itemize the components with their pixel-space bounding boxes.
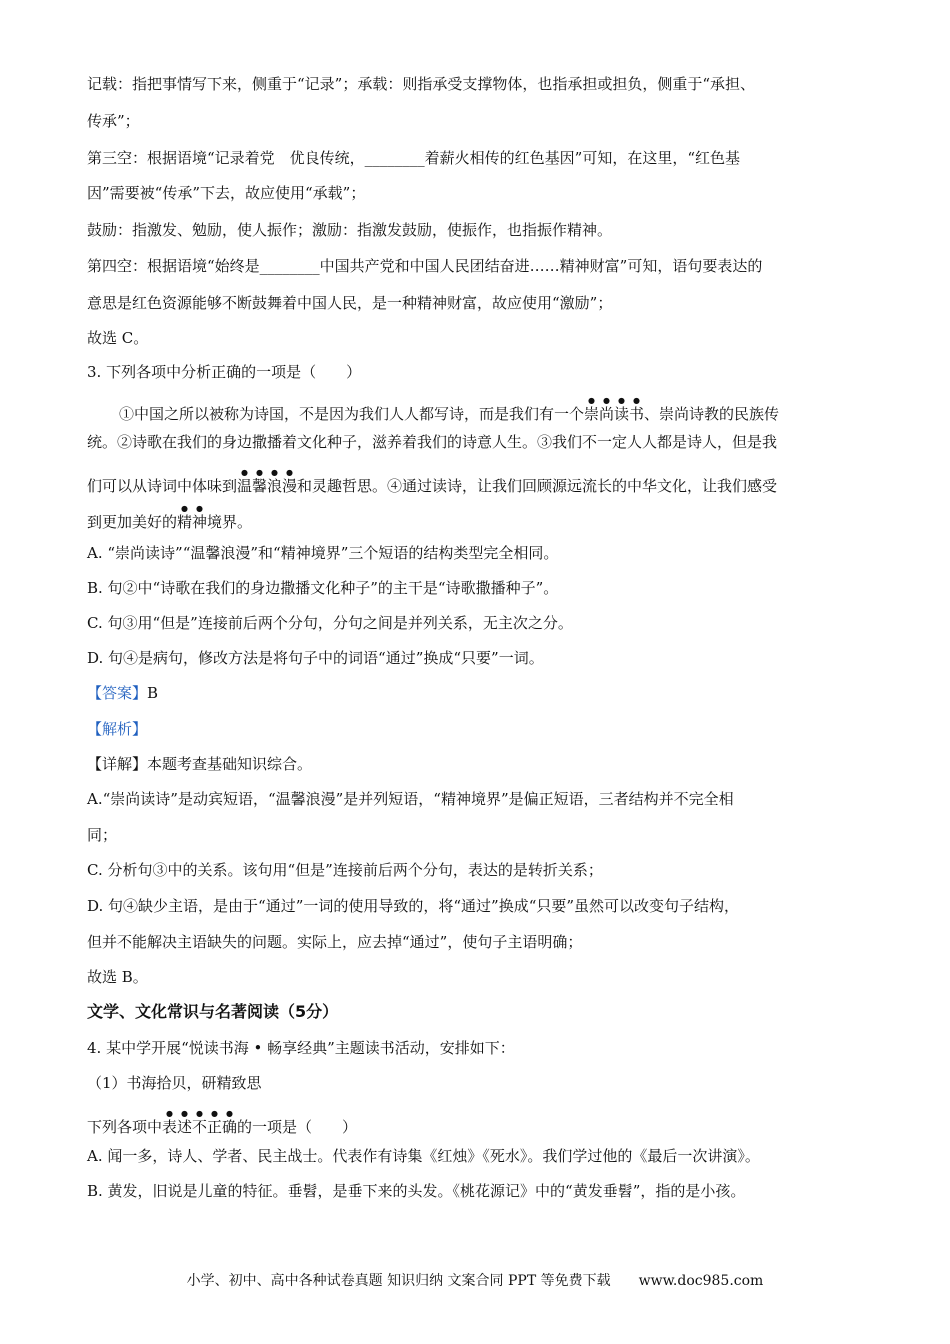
question-3-stem: 3. 下列各项中分析正确的一项是（ ） — [87, 363, 362, 381]
answer-line — [87, 683, 158, 703]
conclusion: 故选 B。 — [87, 968, 148, 986]
paragraph: 因”需要被“传承”下去，故应使用“承载”； — [87, 184, 366, 202]
paragraph: 第三空：根据语境“记录着党 优良传统，________着薪火相传的红色基因”可知，在这里，“红色基 — [87, 149, 741, 167]
answer-label: 【答案】 — [87, 684, 148, 702]
emphasized-phrase: 崇尚读书 — [584, 405, 645, 423]
paragraph: 传承”； — [87, 112, 140, 130]
passage-line — [87, 504, 252, 532]
option-d: D. 句④是病句，修改方法是将句子中的词语“通过”换成“只要”一词。 — [87, 649, 544, 667]
answer-value: B — [147, 684, 159, 702]
question-4-subheading: （1）书海拾贝，研精致思 — [87, 1074, 262, 1092]
passage-text: 们可以从诗词中体味到 — [87, 477, 238, 495]
explanation-d: D. 句④缺少主语，是由于“通过”一词的使用导致的，将“通过”换成“只要”虽然可以改变句子结构， — [87, 897, 740, 915]
detail-line: 【详解】本题考查基础知识综合。 — [87, 755, 313, 773]
passage-line — [87, 468, 777, 496]
section-heading: 文学、文化常识与名著阅读（5分） — [87, 1002, 339, 1021]
paragraph: 第四空：根据语境“始终是________中国共产党和中国人民团结奋进……精神财富”可知，语句要表达的 — [87, 257, 763, 275]
paragraph: 记载：指把事情写下来，侧重于“记录”；承载：则指承受支撑物体，也指承担或担负，侧重于“承担、 — [87, 75, 756, 93]
q4-option-b: B. 黄发，旧说是儿童的特征。垂髫，是垂下来的头发。《桃花源记》中的“黄发垂髫”，指的是小孩。 — [87, 1182, 746, 1200]
passage-line: 统。②诗歌在我们的身边撒播着文化种子，滋养着我们的诗意人生。③我们不一定人人都是诗人，但是我 — [87, 433, 778, 451]
explanation-d-cont: 但并不能解决主语缺失的问题。实际上，应去掉“通过”，使句子主语明确； — [87, 933, 583, 951]
paragraph: 故选 C。 — [87, 329, 149, 347]
passage-text: ①中国之所以被称为诗国，不是因为我们人人都写诗，而是我们有一个 — [119, 405, 585, 423]
emphasized-phrase: 温馨浪漫 — [237, 477, 298, 495]
question-4-prompt — [87, 1109, 357, 1137]
option-b: B. 句②中“诗歌在我们的身边撒播文化种子”的主干是“诗歌撒播种子”。 — [87, 579, 559, 597]
option-a: A. “崇尚读诗”“温馨浪漫”和“精神境界”三个短语的结构类型完全相同。 — [87, 544, 559, 562]
passage-line — [119, 396, 779, 424]
passage-text: 到更加美好的 — [87, 513, 178, 531]
page-footer: 小学、初中、高中各种试卷真题 知识归纳 文案合同 PPT 等免费下载 www.doc985.com — [186, 1273, 764, 1289]
analysis-label: 【解析】 — [87, 720, 148, 738]
explanation-a-cont: 同； — [87, 826, 118, 844]
explanation-c: C. 分析句③中的关系。该句用“但是”连接前后两个分句，表达的是转折关系； — [87, 861, 603, 879]
paragraph: 意思是红色资源能够不断鼓舞着中国人民，是一种精神财富，故应使用“激励”； — [87, 294, 613, 312]
option-c: C. 句③用“但是”连接前后两个分句，分句之间是并列关系，无主次之分。 — [87, 614, 573, 632]
question-4-stem: 4. 某中学开展“悦读书海 • 畅享经典”主题读书活动，安排如下： — [87, 1039, 515, 1057]
emphasized-phrase: 精神 — [177, 513, 208, 531]
explanation-a: A.“崇尚读诗”是动宾短语，“温馨浪漫”是并列短语，“精神境界”是偏正短语，三者结构并不完全相 — [87, 790, 734, 808]
prompt-text: 下列各项中 — [87, 1118, 163, 1136]
paragraph: 鼓励：指激发、勉励，使人振作；激励：指激发鼓励，使振作，也指振作精神。 — [87, 221, 613, 239]
q4-option-a: A. 闻一多，诗人、学者、民主战士。代表作有诗集《红烛》《死水》。我们学过他的《最后一次讲演》。 — [87, 1147, 760, 1165]
passage-text: 、崇尚诗教的民族传 — [644, 405, 780, 423]
emphasized-phrase: 表述不正确 — [162, 1118, 238, 1136]
passage-text: 和灵趣哲思。④通过读诗，让我们回顾源远流长的中华文化，让我们感受 — [297, 477, 778, 495]
prompt-text: 的一项是（ ） — [237, 1118, 358, 1136]
passage-text: 境界。 — [207, 513, 253, 531]
